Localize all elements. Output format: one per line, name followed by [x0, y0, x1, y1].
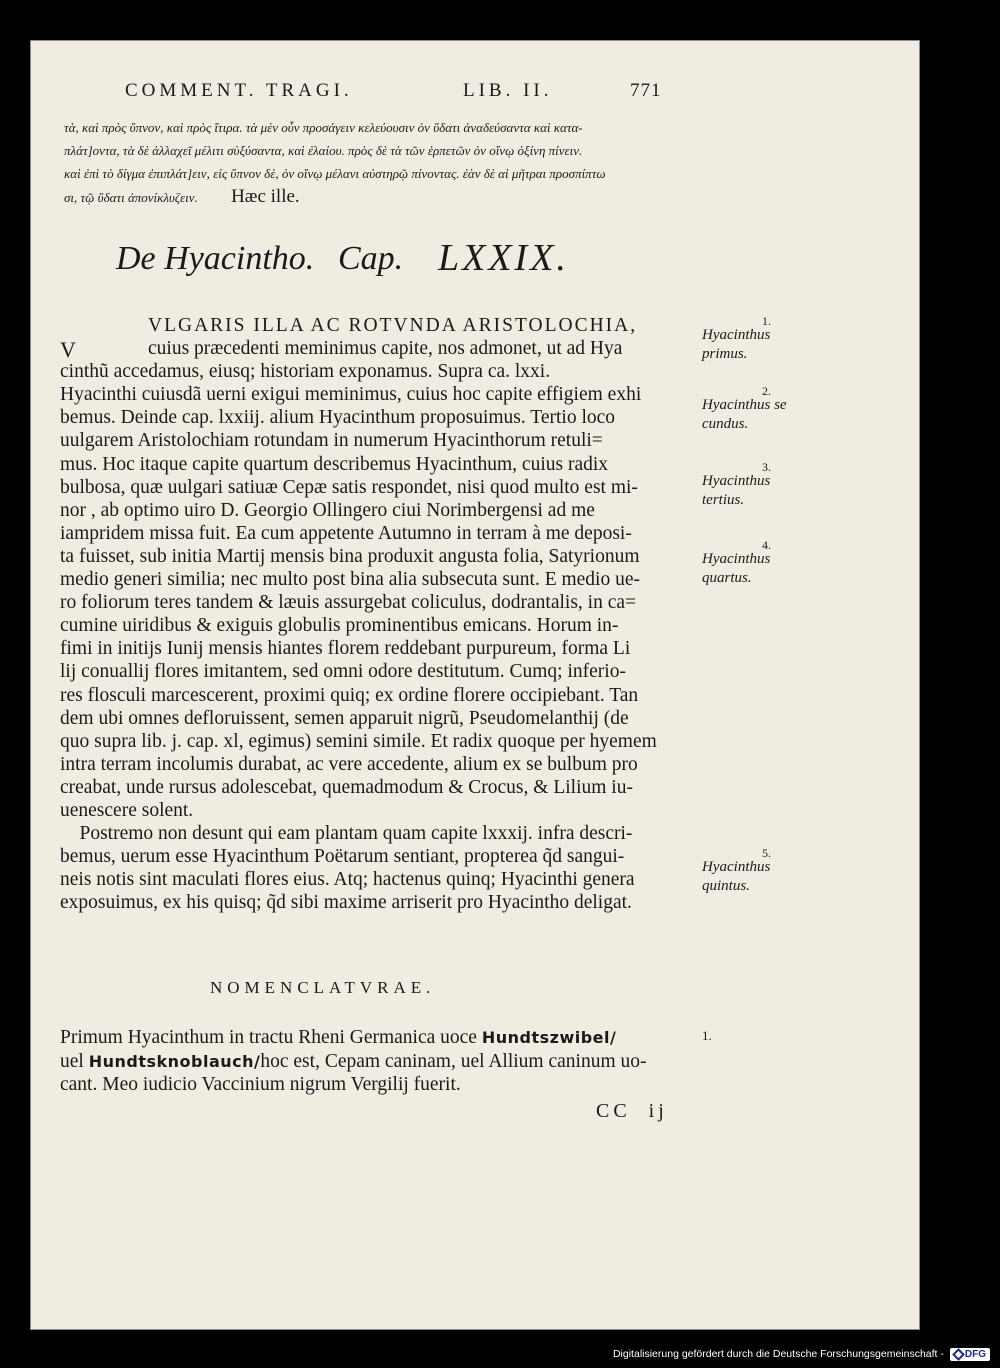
- header-book: LIB. II.: [463, 80, 553, 101]
- marginal-label: Hyacinthus: [702, 859, 771, 875]
- text-line: neis notis sint maculati flores eius. Atq; hactenus quinq; Hyacinthi genera: [60, 869, 635, 891]
- text-segment: uel: [60, 1050, 89, 1072]
- text-segment: Primum Hyacinthum in tractu Rheni Germanica uoce: [60, 1027, 482, 1048]
- greek-line: τὰ, καὶ πρὸς ὕπνον, καὶ πρὸς ἴτιρα. τὰ μὲν οὖν προσάγειν κελεύουσιν ὀν ὕδατι ἀναδεύσαντα καὶ κατα-: [64, 120, 583, 135]
- text-line: cumine uiridibus & exiguis globulis prominentibus emicans. Horum in-: [60, 615, 619, 637]
- text-line: cinthũ accedamus, eiusq; historiam exponamus. Supra ca. lxxi.: [60, 361, 551, 383]
- section-heading: NOMENCLATVRAE.: [210, 978, 436, 997]
- footer-text: Digitalisierung gefördert durch die Deutsche Forschungsgemeinschaft -: [612, 1348, 944, 1360]
- header-title: COMMENT. TRAGI.: [125, 80, 353, 101]
- marginal-label: Hyacinthus se: [702, 397, 787, 413]
- page-number: 771: [630, 80, 662, 101]
- marginal-note-5: [702, 848, 832, 896]
- text-line: medio generi similia; nec multo post bina alia subsecuta sunt. E medio ue-: [60, 569, 640, 591]
- text-line: bulbosa, quæ uulgari satiuæ Cepæ satis respondet, nisi quod multo est mi-: [60, 476, 638, 498]
- greek-line-text: σι, τῷ ὕδατι ἀπονίκλυζειν.: [64, 190, 198, 205]
- marginal-label: quintus.: [702, 878, 750, 894]
- greek-line: καὶ ἐπὶ τὸ δίγμα ἐπιπλάτ]ειν, εἰς ὕπνον δὲ, ὀν οἴνῳ μέλανι αὐστηρῷ πίνοντας. ἐὰν δὲ αἱ μῆτραι προσπίπτω: [64, 166, 606, 181]
- drop-cap: V: [60, 337, 76, 362]
- greek-line: [64, 185, 864, 209]
- fraktur-word: Hundtsknoblauch/: [88, 1051, 261, 1071]
- text-line: bemus, uerum esse Hyacinthum Poëtarum sentiant, propterea q̃d sangui-: [60, 846, 625, 868]
- signature-mark: CC ij: [596, 1100, 668, 1122]
- digitization-footer: [613, 1343, 990, 1365]
- dfg-logo: [950, 1348, 990, 1361]
- nomenclature-margin-number: 1.: [702, 1028, 712, 1043]
- text-line: res flosculi marcescerent, proximi quiq; ex ordine florere occipiebant. Tan: [60, 684, 639, 706]
- text-segment: hoc est, Cepam caninam, uel Allium caninum uo-: [260, 1050, 647, 1072]
- marginal-label: tertius.: [702, 492, 745, 508]
- marginal-label: Hyacinthus: [702, 551, 771, 567]
- text-line: Postremo non desunt qui eam plantam quam capite lxxxij. infra descri-: [60, 823, 633, 845]
- text-line: quo supra lib. j. cap. xl, egimus) semini simile. Et radix quoque per hyemem: [60, 730, 657, 752]
- marginal-note-4: [702, 540, 832, 588]
- chapter-heading: [116, 237, 676, 290]
- marginal-label: Hyacinthus: [702, 327, 771, 343]
- marginal-label: cundus.: [702, 416, 749, 432]
- text-line: Hyacinthi cuiusdã uerni exigui meminimus, cuius hoc capite effigiem exhi: [60, 384, 642, 406]
- text-line: intra terram incolumis durabat, ac vere accedente, alium ex se bulbum pro: [60, 753, 638, 775]
- text-line: creabat, unde rursus adolescebat, quemadmodum & Crocus, & Lilium iu-: [60, 776, 633, 798]
- chapter-title: De Hyacintho.: [116, 240, 315, 277]
- nomenclature-text: [60, 1026, 720, 1097]
- text-line: mus. Hoc itaque capite quartum describemus Hyacinthum, cuius radix: [60, 453, 609, 475]
- text-line: ro foliorum teres tandem & læuis assurgebat coliculus, dodrantalis, in ca=: [60, 592, 637, 614]
- marginal-number: 5.: [762, 846, 771, 860]
- marginal-number: 2.: [762, 384, 771, 398]
- marginal-label: quartus.: [702, 570, 752, 586]
- text-line: iampridem missa fuit. Ea cum appetente Autumno in terram à me deposi-: [60, 522, 632, 544]
- text-line: ta fuisset, sub initia Martij mensis bina produxit angusta folia, Satyrionum: [60, 545, 640, 567]
- marginal-note-2: [702, 386, 832, 434]
- text-line: fimi in initijs Iunij mensis hiantes florem reddebant purpureum, forma Li: [60, 638, 631, 660]
- text-line: lij conuallij flores imitantem, sed omni odore destitutum. Cumq; inferio-: [60, 661, 626, 683]
- chapter-cap: Cap.: [338, 240, 404, 277]
- text-line: cuius præcedenti meminimus capite, nos admonet, ut ad Hya: [148, 338, 623, 360]
- greek-line: πλάτ]οντα, τὰ δὲ ἀλλαχεῖ μέλιτι σὺξύσαντα, καὶ ἐλαίου. πρὸς δὲ τὰ τῶν ἑρπετῶν ὀν οἴνῳ ὀξίνη πίνειν.: [64, 143, 583, 158]
- text-line: uulgarem Aristolochiam rotundam in numerum Hyacinthorum retuli=: [60, 430, 603, 452]
- marginal-note-3: [702, 462, 832, 510]
- main-text: [60, 314, 696, 914]
- marginal-number: 3.: [762, 460, 771, 474]
- text-line: nor , ab optimo uiro D. Georgio Ollingero ciui Norimbergensi ad me: [60, 499, 595, 521]
- text-line: exposuimus, ex his quisq; q̃d sibi maxime arriserit pro Hyacintho deligat.: [60, 892, 632, 914]
- text-line: VLGARIS ILLA AC ROTVNDA ARISTOLOCHIA,: [148, 315, 638, 336]
- text-line: cant. Meo iudicio Vaccinium nigrum Vergilij fuerit.: [60, 1074, 461, 1095]
- text-line: uenescere solent.: [60, 799, 194, 821]
- marginal-label: Hyacinthus: [702, 473, 771, 489]
- dfg-logo-icon: [952, 1348, 965, 1361]
- fraktur-word: Hundtszwibel/: [481, 1028, 617, 1047]
- marginal-label: primus.: [702, 346, 748, 362]
- text-line: bemus. Deinde cap. lxxiij. alium Hyacinthum proposuimus. Tertio loco: [60, 407, 616, 429]
- dfg-logo-text: DFG: [964, 1348, 986, 1360]
- marginal-number: 4.: [762, 538, 771, 552]
- chapter-number: LXXIX.: [438, 237, 569, 279]
- text-line: [60, 1050, 720, 1074]
- text-line: dem ubi omnes defloruissent, semen apparuit nigrũ, Pseudomelanthij (de: [60, 707, 629, 729]
- greek-text-block: [64, 116, 864, 209]
- marginal-number: 1.: [762, 314, 771, 328]
- greek-closing: Hæc ille.: [231, 186, 300, 207]
- text-line: [60, 1026, 720, 1050]
- marginal-note-1: [702, 316, 832, 364]
- book-page: [30, 40, 920, 1330]
